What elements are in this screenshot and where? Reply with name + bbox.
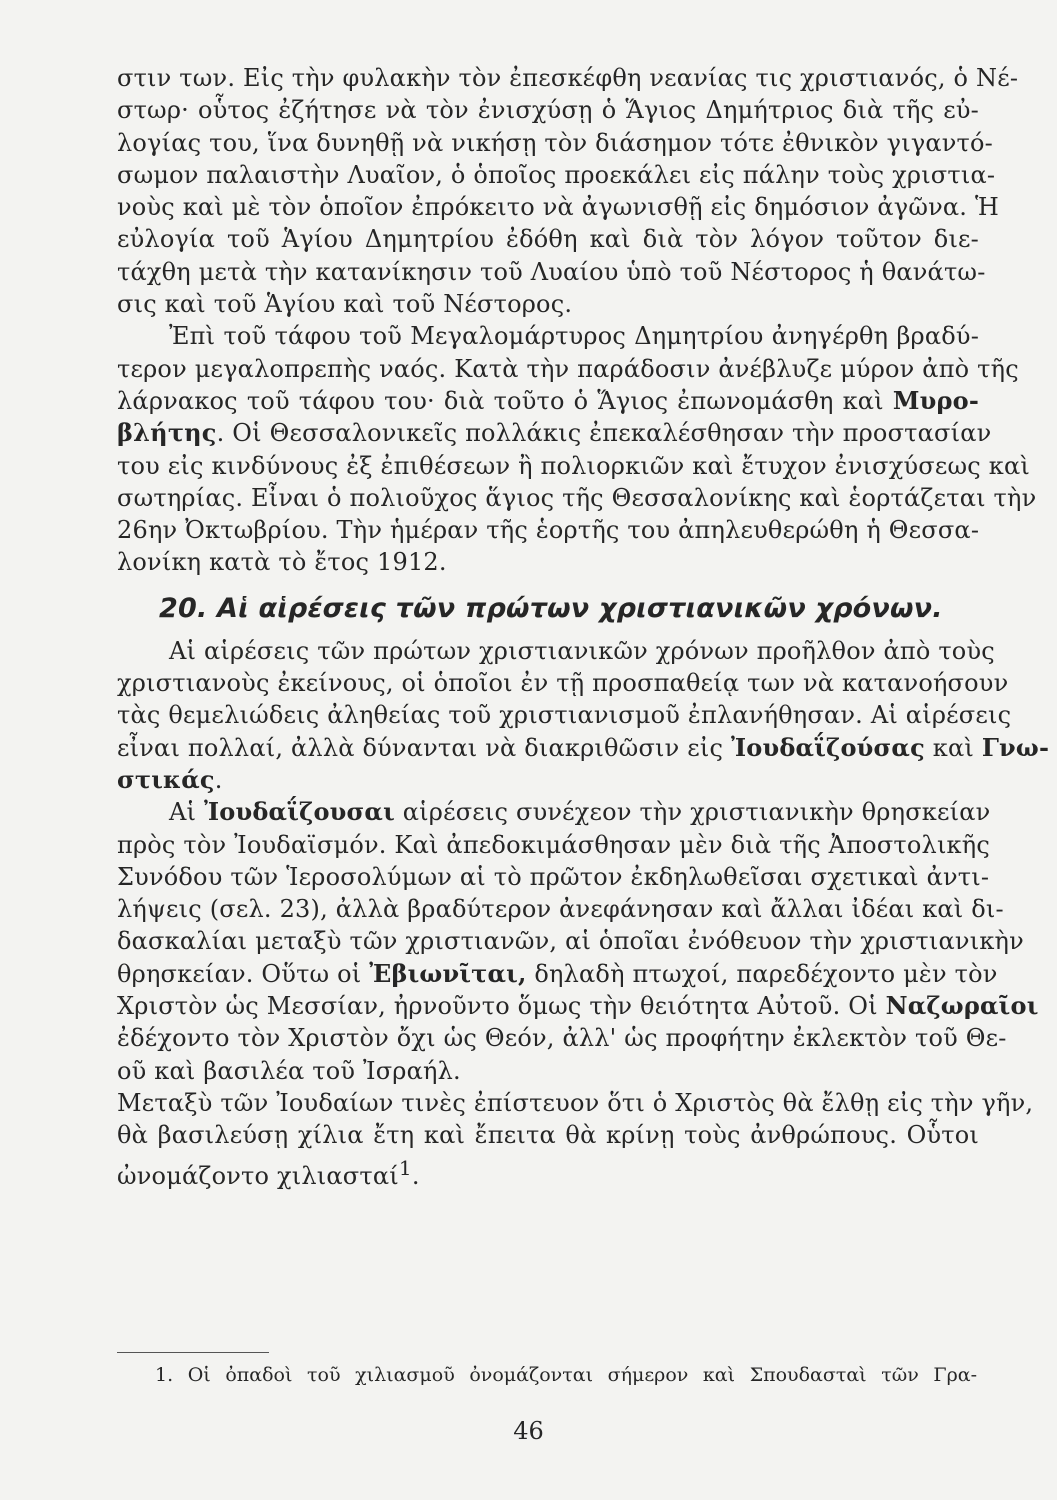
text-line: λογίας του, ἵνα δυνηθῇ νὰ νικήσῃ τὸν διάσημον τότε ἐθνικὸν γιγαντό- [117,128,993,157]
bold-term: Γνω- [981,732,1050,762]
text-line: εὐλογία τοῦ Ἁγίου Δημητρίου ἐδόθη καὶ διὰ τὸν λόγον τοῦτον διε- [117,225,979,254]
bold-term: βλήτης [117,418,217,448]
text-line: λήψεις (σελ. 23), ἀλλὰ βραδύτερον ἀνεφάνησαν καὶ ἄλλαι ἰδέαι καὶ δι- [117,895,1004,924]
text-line: δασκαλίαι μεταξὺ τῶν χριστιανῶν, αἱ ὁποῖαι ἐνόθευον τὴν χριστιανικὴν [117,927,1024,956]
text-run: λάρνακος τοῦ τάφου του· διὰ τοῦτο ὁ Ἅγιος ἐπωνομάσθη καὶ [117,386,884,415]
text-line [117,764,979,796]
bold-term: Ἐβιωνῖται, [369,958,527,988]
bold-term: Μυρο- [892,385,979,415]
text-line [117,796,991,828]
text-run: . Οἱ Θεσσαλονικεῖς πολλάκις ἐπεκαλέσθησαν τὴν προστασίαν [216,419,992,448]
bold-term: Ἰουδαΐζουσαι [204,797,395,827]
text-line: Μεταξὺ τῶν Ἰουδαίων τινὲς ἐπίστευον ὅτι ὁ Χριστὸς θὰ ἔλθῃ εἰς τὴν γῆν, [117,1088,1034,1117]
text-line: Αἱ αἱρέσεις τῶν πρώτων χριστιανικῶν χρόνων προῆλθον ἀπὸ τοὺς [169,636,995,665]
text-line: τάχθη μετὰ τὴν κατανίκησιν τοῦ Λυαίου ὑπὸ τοῦ Νέστορος ἡ θανάτω- [117,257,986,286]
text-line: σις καὶ τοῦ Ἁγίου καὶ τοῦ Νέστορος. [117,290,573,319]
text-line: θὰ βασιλεύσῃ χίλια ἔτη καὶ ἔπειτα θὰ κρίνῃ τοὺς ἀνθρώπους. Οὗτοι [117,1121,979,1150]
text-line: λονίκη κατὰ τὸ ἔτος 1912. [117,548,447,577]
bold-term: Ἰουδαΐζούσας [731,732,925,762]
text-line: 26ην Ὀκτωβρίου. Τὴν ἡμέραν τῆς ἑορτῆς του ἀπηλευθερώθη ἡ Θεσσα- [117,516,980,545]
text-line: οῦ καὶ βασιλέα τοῦ Ἰσραήλ. [117,1056,461,1085]
text-line [117,990,1039,1022]
text-run: . [214,765,223,794]
text-line: του εἰς κινδύνους ἐξ ἐπιθέσεων ἢ πολιορκιῶν καὶ ἔτυχον ἐνισχύσεως καὶ [117,451,1030,480]
text-line: σωτηρίας. Εἶναι ὁ πολιοῦχος ἅγιος τῆς Θεσσαλονίκης καὶ ἑορτάζεται τὴν [117,483,1037,512]
section-heading: 20. Αἱ αἱρέσεις τῶν πρώτων χριστιανικῶν χρόνων. [159,592,943,624]
text-run: Χριστὸν ὡς Μεσσίαν, ἠρνοῦντο ὅμως τὴν θειότητα Αὐτοῦ. Οἱ [117,992,878,1021]
text-run: . [411,1161,420,1190]
text-line [117,732,1050,764]
text-line [117,417,992,449]
text-run: αἱρέσεις συνέχεον τὴν χριστιανικὴν θρησκείαν [402,798,991,827]
page-number: 46 [513,1417,544,1445]
text-line [117,1152,979,1192]
text-line: στωρ· οὗτος ἐζήτησε νὰ τὸν ἐνισχύσῃ ὁ Ἅγιος Δημήτριος διὰ τῆς εὐ- [117,96,979,125]
text-run: καὶ [932,733,974,762]
text-run: ὠνομάζοντο χιλιασταί [117,1161,399,1190]
footnote-rule [117,1352,269,1353]
text-line: σωμον παλαιστὴν Λυαῖον, ὁ ὁποῖος προεκάλει εἰς πάλην τοὺς χριστια- [117,160,996,189]
footnote-marker: 1 [398,1155,412,1180]
text-line: στιν των. Εἰς τὴν φυλακὴν τὸν ἐπεσκέφθη νεανίας τις χριστιανός, ὁ Νέ- [117,64,1019,92]
text-run: εἶναι πολλαί, ἀλλὰ δύνανται νὰ διακριθῶσιν εἰς [117,733,724,762]
text-line: Συνόδου τῶν Ἱεροσολύμων αἱ τὸ πρῶτον ἐκδηλωθεῖσαι σχετικαὶ ἀντι- [117,862,990,891]
text-line: νοὺς καὶ μὲ τὸν ὁποῖον ἐπρόκειτο νὰ ἀγωνισθῇ εἰς δημόσιον ἀγῶνα. Ἡ [117,193,999,222]
text-run: θρησκείαν. Οὕτω οἱ [117,959,362,988]
text-line: τερον μεγαλοπρεπὴς ναός. Κατὰ τὴν παράδοσιν ἀνέβλυζε μύρον ἀπὸ τῆς [117,354,1019,383]
text-line [117,385,979,417]
text-line: πρὸς τὸν Ἰουδαϊσμόν. Καὶ ἀπεδοκιμάσθησαν μὲν διὰ τῆς Ἀποστολικῆς [117,830,990,859]
bold-term: Ναζωραῖοι [885,991,1039,1021]
bold-term: στικάς [117,764,215,794]
text-run: δηλαδὴ πτωχοί, παρεδέχοντο μὲν τὸν [534,959,998,988]
text-line: Ἐπὶ τοῦ τάφου τοῦ Μεγαλομάρτυρος Δημητρίου ἀνηγέρθη βραδύ- [169,322,979,351]
text-run: Αἱ [169,798,197,827]
text-line [117,958,998,990]
text-line: ἐδέχοντο τὸν Χριστὸν ὄχι ὡς Θεόν, ἀλλ' ὡς προφήτην ἐκλεκτὸν τοῦ Θε- [117,1024,1007,1053]
footnote: 1. Οἱ ὀπαδοὶ τοῦ χιλιασμοῦ ὀνομάζονται σήμερον καὶ Σπουδασταὶ τῶν Γρα- [155,1364,977,1386]
body-text [117,62,1050,1192]
text-line: χριστιανοὺς ἐκείνους, οἱ ὁποῖοι ἐν τῇ προσπαθείᾳ των νὰ κατανοήσουν [117,669,1009,698]
text-line: τὰς θεμελιώδεις ἀληθείας τοῦ χριστιανισμοῦ ἐπλανήθησαν. Αἱ αἱρέσεις [117,701,1012,730]
